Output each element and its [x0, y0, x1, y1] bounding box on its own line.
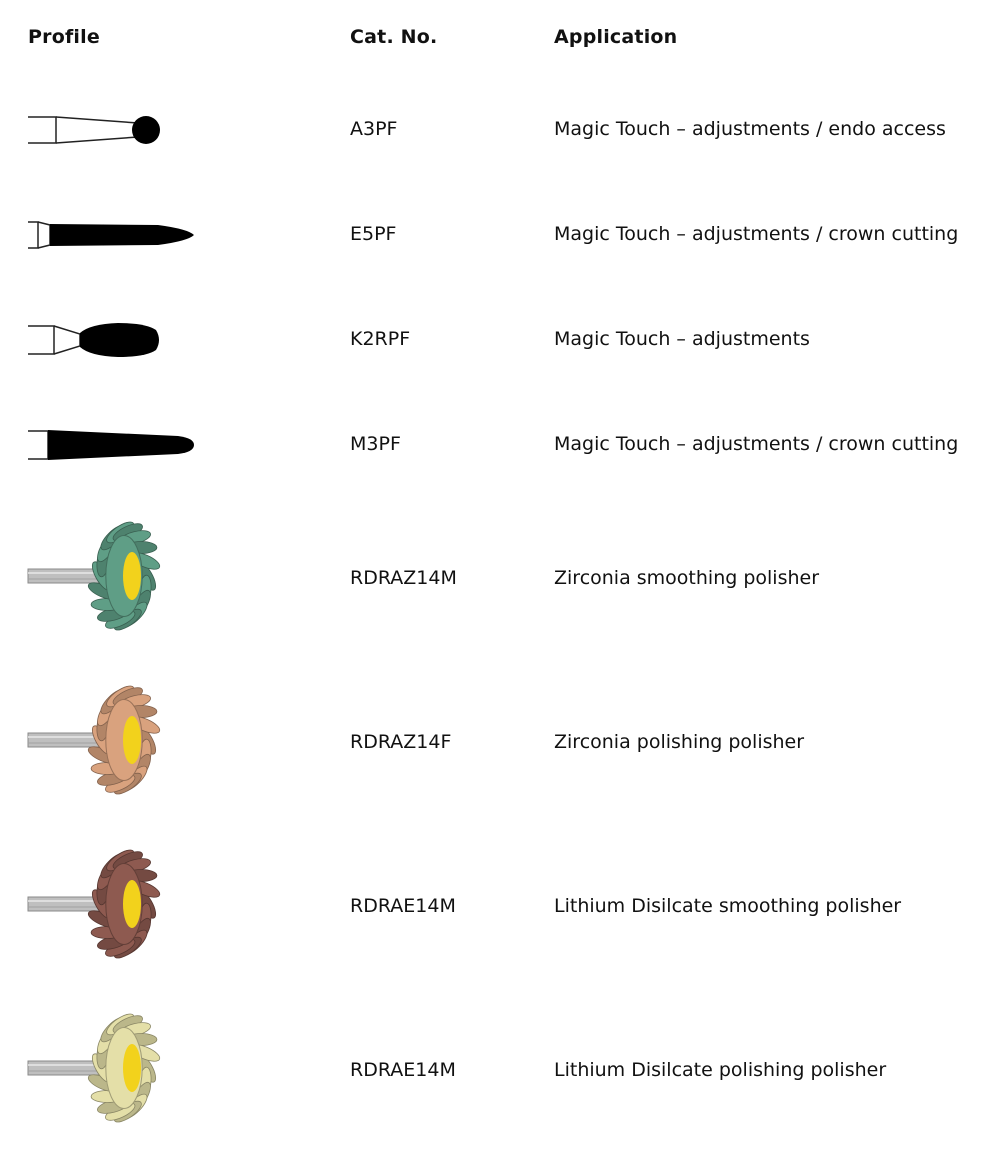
- cat-no: RDRAE14M: [350, 1059, 456, 1081]
- polisher-wheel-icon: [28, 520, 208, 635]
- application: Magic Touch – adjustments: [554, 328, 810, 350]
- cat-no: RDRAZ14F: [350, 731, 452, 753]
- application: Magic Touch – adjustments / crown cutting: [554, 433, 959, 455]
- flame-bur-icon: [28, 215, 208, 255]
- polisher-wheel-icon: [28, 684, 208, 799]
- polisher-wheel-icon: [28, 848, 208, 963]
- cat-no: A3PF: [350, 118, 398, 140]
- hub: [123, 552, 141, 600]
- application: Lithium Disilcate smoothing polisher: [554, 895, 902, 917]
- header-application: Application: [554, 26, 678, 48]
- football-bur-icon: [28, 320, 208, 360]
- application: Lithium Disilcate polishing polisher: [554, 1059, 887, 1081]
- table-row: [0, 320, 1000, 360]
- application: Magic Touch – adjustments / crown cutting: [554, 223, 959, 245]
- application: Magic Touch – adjustments / endo access: [554, 118, 946, 140]
- polisher-wheel-icon: [28, 1012, 208, 1127]
- table-row: [0, 520, 1000, 635]
- cat-no: RDRAE14M: [350, 895, 456, 917]
- application: Zirconia smoothing polisher: [554, 567, 820, 589]
- table-row: [0, 425, 1000, 465]
- cat-no: RDRAZ14M: [350, 567, 457, 589]
- hub: [123, 716, 141, 764]
- table-row: [0, 848, 1000, 963]
- tapered-bur-icon: [28, 425, 208, 465]
- header-cat-no: Cat. No.: [350, 26, 438, 48]
- table-row: [0, 684, 1000, 799]
- table-row: [0, 1012, 1000, 1127]
- table-row: [0, 215, 1000, 255]
- header-profile: Profile: [28, 26, 100, 48]
- cat-no: M3PF: [350, 433, 401, 455]
- hub: [123, 1044, 141, 1092]
- round-bur-icon: [28, 110, 208, 150]
- application: Zirconia polishing polisher: [554, 731, 805, 753]
- cat-no: K2RPF: [350, 328, 411, 350]
- cat-no: E5PF: [350, 223, 397, 245]
- hub: [123, 880, 141, 928]
- table-row: [0, 110, 1000, 150]
